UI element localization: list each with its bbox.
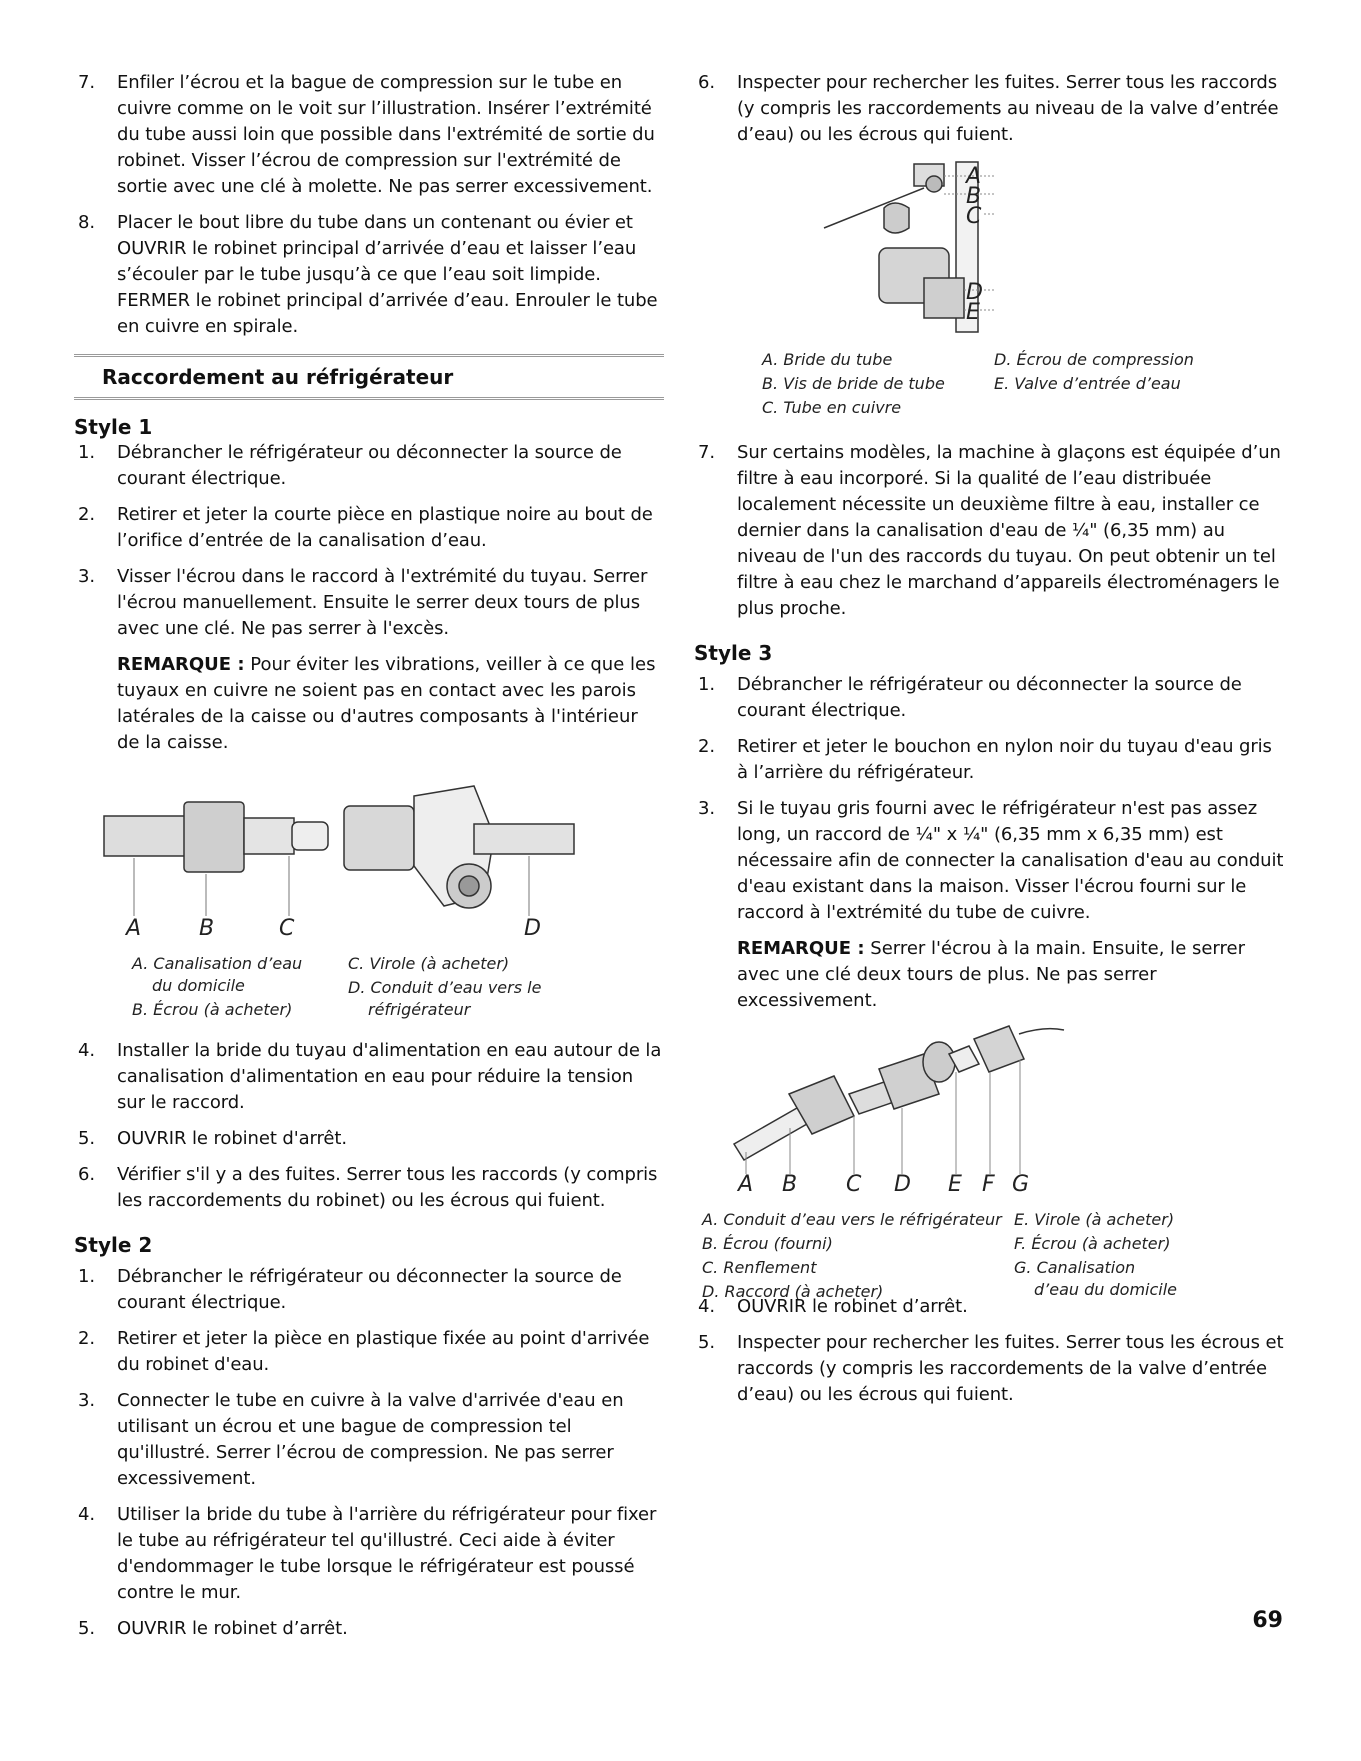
figure-caption: A. Conduit d’eau vers le réfrigérateur [702,1210,1002,1229]
list-item: 4. OUVRIR le robinet d’arrêt. [698,1296,968,1317]
list-item: 6. Vérifier s'il y a des fuites. Serrer tous les raccords (y compris les raccordements du robinet) ou les écrous qui fuient. [78,1164,658,1211]
list-item: 5. OUVRIR le robinet d'arrêt. [78,1128,347,1149]
figure-valve [694,158,1284,440]
figure-caption: E. Virole (à acheter) [1014,1210,1175,1229]
valve-illustration [694,158,1284,358]
list-item: 4. Utiliser la bride du tube à l'arrière du réfrigérateur pour fixer le tube au réfrigérateur tel qu'illustré. Ceci aide à éviter d'endommager le tube lorsque le réfrigérateur est poussé contre le mur. [78,1504,657,1603]
section-header [74,354,664,400]
connector-illustration [694,1024,1284,1174]
note: REMARQUE : Pour éviter les vibrations, veiller à ce que les tuyaux en cuivre ne soient pas en contact avec les parois latérales de la caisse ou d'autres composants à l'intérieur de la caisse. [117,654,656,753]
list-item: 7. Enfiler l’écrou et la bague de compression sur le tube en cuivre comme on le voit sur l’illustration. Insérer l’extrémité du tube aussi loin que possible dans l'extrémité de sortie du robinet. Visser l’écrou de compression sur l'extrémité de sortie avec une clé à molette. Ne pas serrer excessivement. [78,72,655,197]
figure-label: A [738,1172,754,1197]
list-item: 6. Inspecter pour rechercher les fuites. Serrer tous les raccords (y compris les raccordements au niveau de la valve d’entrée d’eau) ou les écrous qui fuient. [698,72,1279,145]
list-item: 5. OUVRIR le robinet d’arrêt. [78,1618,348,1639]
note: REMARQUE : Serrer l'écrou à la main. Ensuite, le serrer avec une clé deux tours de plus. Ne pas serrer excessivement. [737,938,1245,1011]
list-item: 3. Visser l'écrou dans le raccord à l'extrémité du tuyau. Serrer l'écrou manuellement. Ensuite le serrer deux tours de plus avec une clé. Ne pas serrer à l'excès. [78,566,648,639]
figure-label: A [126,916,142,941]
list-item: 2. Retirer et jeter le bouchon en nylon noir du tuyau d'eau gris à l’arrière du réfrigérateur. [698,736,1272,783]
list-item: 1. Débrancher le réfrigérateur ou déconnecter la source de courant électrique. [78,442,622,489]
figure-label: G [1012,1172,1030,1197]
figure-caption: D. Conduit d’eau vers le [348,978,542,997]
figure-caption: A. Canalisation d’eau [132,954,303,973]
list-item: 5. Inspecter pour rechercher les fuites. Serrer tous les écrous et raccords (y compris les raccordements de la valve d’entrée d’eau) ou les écrous qui fuient. [698,1332,1284,1405]
figure-caption: du domicile [152,976,245,995]
figure-label: D [524,916,541,941]
style1-heading: Style 1 [74,415,153,439]
figure-caption: B. Écrou (fourni) [702,1234,833,1253]
figure-style1 [74,766,664,1038]
figure-caption: d’eau du domicile [1034,1280,1178,1299]
figure-caption: G. Canalisation [1014,1258,1136,1277]
list-item: 4. Installer la bride du tuyau d'alimentation en eau autour de la canalisation d'alimentation en eau pour réduire la tension sur le raccord. [78,1040,662,1113]
figure-label: A [966,164,982,189]
style3-heading: Style 3 [694,641,773,665]
list-item: 3. Si le tuyau gris fourni avec le réfrigérateur n'est pas assez long, un raccord de ¼" x ¼" (6,35 mm x 6,35 mm) est nécessaire afin de connecter la canalisation d'eau au conduit d'eau existant dans la maison. Visser l'écrou fourni sur le raccord à l'extrémité du tube de cuivre. [698,798,1284,923]
figure-caption: D. Raccord (à acheter) [702,1282,884,1301]
figure-label: F [982,1172,995,1197]
figure-caption: C. Virole (à acheter) [348,954,510,973]
figure-caption: F. Écrou (à acheter) [1014,1234,1171,1253]
figure-label: D [966,280,983,305]
figure-label: B [782,1172,798,1197]
page-number: 69 [1252,1608,1283,1633]
list-item: 1. Débrancher le réfrigérateur ou déconnecter la source de courant électrique. [78,1266,622,1313]
fittings-illustration [74,766,664,966]
figure-style3 [694,1024,1284,1301]
figure-caption: C. Renflement [702,1258,817,1277]
right-column [694,70,1284,1418]
figure-label: E [966,300,980,325]
section-title: Raccordement au réfrigérateur [102,365,454,389]
figure-label: D [894,1172,911,1197]
figure-caption: B. Vis de bride de tube [762,374,945,393]
figure-label: C [279,916,295,941]
figure-caption: C. Tube en cuivre [762,398,902,417]
figure-label: C [966,204,982,229]
figure-label: E [948,1172,962,1197]
figure-caption: A. Bride du tube [762,350,893,369]
figure-label: C [846,1172,862,1197]
figure-caption: E. Valve d’entrée d’eau [994,374,1181,393]
figure-label: B [966,184,982,209]
list-item: 3. Connecter le tube en cuivre à la valve d'arrivée d'eau en utilisant un écrou et une bague de compression tel qu'illustré. Serrer l’écrou de compression. Ne pas serrer excessivement. [78,1390,624,1489]
list-item: 8. Placer le bout libre du tube dans un contenant ou évier et OUVRIR le robinet principal d’arrivée d’eau et laisser l’eau s’écouler par le tube jusqu’à ce que l’eau soit limpide. FERMER le robinet principal d’arrivée d’eau. Enrouler le tube en cuivre en spirale. [78,212,658,337]
list-item: 1. Débrancher le réfrigérateur ou déconnecter la source de courant électrique. [698,674,1242,721]
figure-caption: B. Écrou (à acheter) [132,1000,293,1019]
list-item: 7. Sur certains modèles, la machine à glaçons est équipée d’un filtre à eau incorporé. Si la qualité de l’eau distribuée localement nécessite un deuxième filtre à eau, installer ce dernier dans la canalisation d'eau de ¼" (6,35 mm) au niveau de l'un des raccords du tuyau. On peut obtenir un tel filtre à eau chez le marchand d’appareils électroménagers le plus proche. [698,442,1281,619]
list-item: 2. Retirer et jeter la pièce en plastique fixée au point d'arrivée du robinet d'eau. [78,1328,650,1375]
figure-caption: réfrigérateur [368,1000,471,1019]
left-column [74,70,664,1652]
figure-caption: D. Écrou de compression [994,350,1194,369]
list-item: 2. Retirer et jeter la courte pièce en plastique noire au bout de l’orifice d’entrée de la canalisation d’eau. [78,504,653,551]
style2-heading: Style 2 [74,1233,153,1257]
figure-label: B [199,916,215,941]
